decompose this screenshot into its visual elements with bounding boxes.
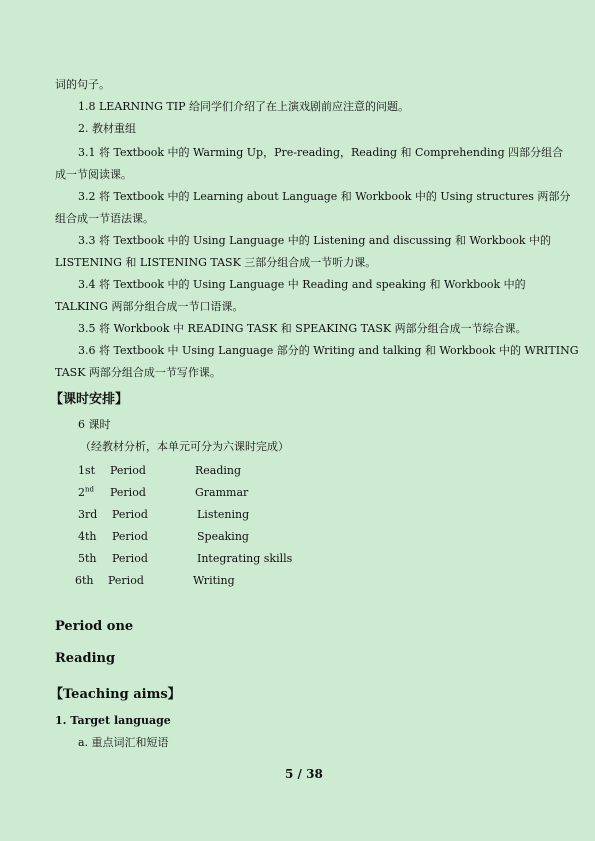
schedule-note: （经教材分析，本单元可分为六课时完成） [80, 440, 289, 453]
period-topic: Integrating skills [197, 552, 293, 565]
period-number: 4th [78, 530, 97, 543]
period-row [0, 552, 595, 566]
period-row [0, 486, 595, 500]
period-number: 5th [78, 552, 97, 565]
paragraph-line: 3.6 将 Textbook 中 Using Language 部分的 Writing and talking 和 Workbook 中的 WRITING [78, 344, 579, 357]
period-word: Period [108, 574, 144, 587]
period-one-subtitle: Reading [55, 651, 116, 666]
period-number-suffix: nd [85, 485, 94, 494]
period-one-title: Period one [55, 619, 134, 634]
period-topic: Speaking [197, 530, 249, 543]
paragraph-line: 1.8 LEARNING TIP 给同学们介绍了在上演戏剧前应注意的问题。 [78, 100, 410, 113]
period-topic: Listening [197, 508, 250, 521]
page-number: 5 / 38 [285, 767, 323, 781]
target-language-heading: 1. Target language [55, 714, 171, 727]
target-language-item-a: a. 重点词汇和短语 [78, 736, 169, 749]
paragraph-line: 3.3 将 Textbook 中的 Using Language 中的 Listening and discussing 和 Workbook 中的 [78, 234, 552, 247]
period-number: 6th [75, 574, 94, 587]
period-row [0, 508, 595, 522]
paragraph-line: TALKING 两部分组合成一节口语课。 [55, 300, 244, 313]
period-topic: Writing [193, 574, 235, 587]
paragraph-line: 3.2 将 Textbook 中的 Learning about Language 和 Workbook 中的 Using structures 两部分 [78, 190, 571, 203]
period-word: Period [110, 464, 146, 477]
paragraph-line: 组合成一节语法课。 [55, 212, 154, 225]
period-word: Period [112, 552, 148, 565]
period-row [0, 530, 595, 544]
section-heading-reorganize: 2. 教材重组 [78, 122, 136, 135]
paragraph-line: 3.5 将 Workbook 中 READING TASK 和 SPEAKING TASK 两部分组合成一节综合课。 [78, 322, 527, 335]
period-number [78, 486, 94, 499]
period-word: Period [110, 486, 146, 499]
schedule-count: 6 课时 [78, 418, 111, 431]
period-word: Period [112, 508, 148, 521]
period-row [0, 574, 595, 588]
paragraph-line: 3.1 将 Textbook 中的 Warming Up，Pre-reading，Reading 和 Comprehending 四部分组合 [78, 146, 564, 159]
teaching-aims-heading: 【Teaching aims】 [50, 687, 181, 702]
period-row [0, 464, 595, 478]
period-topic: Reading [195, 464, 242, 477]
paragraph-line: TASK 两部分组合成一节写作课。 [55, 366, 221, 379]
schedule-heading: 【课时安排】 [50, 392, 129, 407]
paragraph-line: 词的句子。 [55, 78, 110, 91]
period-word: Period [112, 530, 148, 543]
paragraph-line: LISTENING 和 LISTENING TASK 三部分组合成一节听力课。 [55, 256, 377, 269]
period-number-digit: 2 [78, 486, 85, 499]
paragraph-line: 成一节阅读课。 [55, 168, 132, 181]
paragraph-line: 3.4 将 Textbook 中的 Using Language 中 Reading and speaking 和 Workbook 中的 [78, 278, 526, 291]
period-number: 1st [78, 464, 96, 477]
period-topic: Grammar [195, 486, 249, 499]
period-number: 3rd [78, 508, 98, 521]
